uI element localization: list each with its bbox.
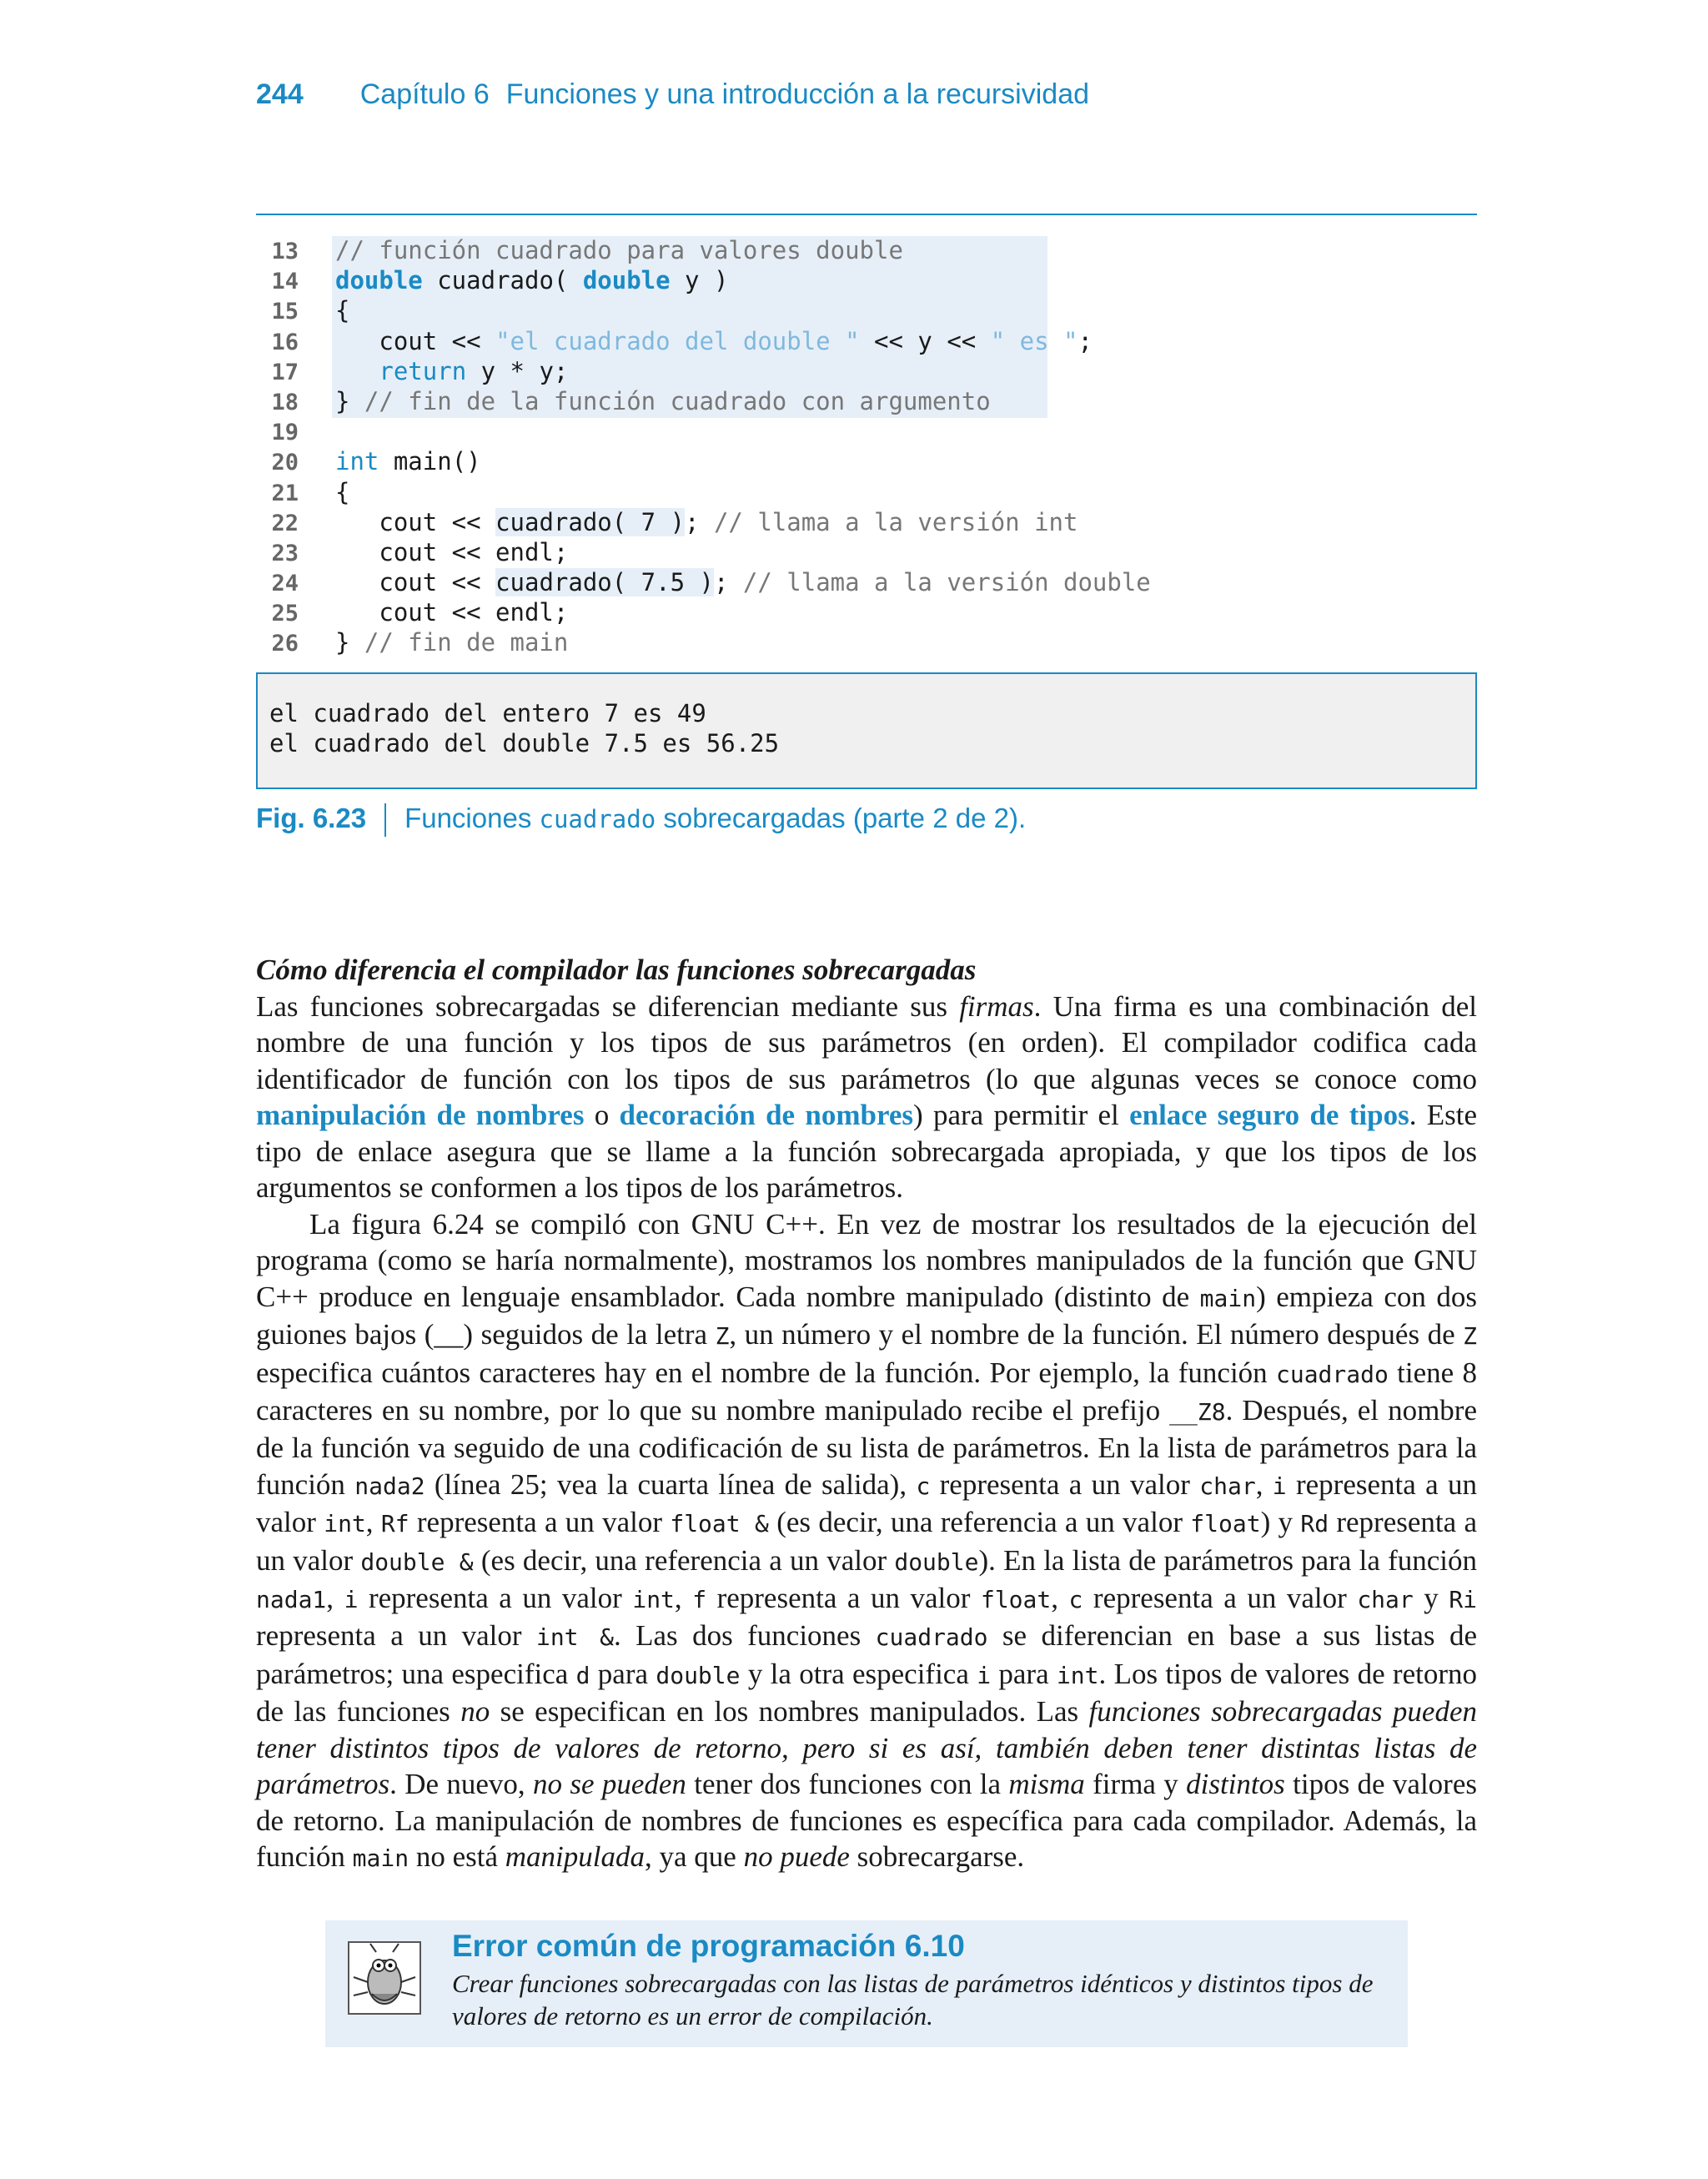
output-line: el cuadrado del entero 7 es 49 [269, 699, 706, 727]
error-title: Error común de programación 6.10 [452, 1929, 965, 1963]
error-body: Crear funciones sobrecargadas con las listas de parámetros idénticos y distintos tipos de valores de retorno es un error de compilación. [452, 1969, 1374, 2031]
chapter-label: Capítulo 6 [359, 78, 490, 110]
code-line: 18 } // fin de la función cuadrado con argumento [271, 386, 991, 415]
code-line: 24 cout << cuadrado( 7.5 ); // llama a la versión double [271, 568, 1151, 597]
output-line: el cuadrado del double 7.5 es 56.25 [269, 729, 780, 757]
code-line: 20 int main() [271, 447, 481, 476]
figure-caption: Fig. 6.23 Funciones cuadrado sobrecargadas (parte 2 de 2). [256, 803, 1026, 837]
code-line: 17 return y * y; [271, 356, 569, 385]
code-line: 21 { [271, 477, 350, 506]
code-line: 13 // función cuadrado para valores double [271, 236, 903, 264]
code-line: 25 cout << endl; [271, 598, 569, 627]
figure-label: Fig. 6.23 [256, 803, 367, 833]
caption-separator [384, 803, 386, 837]
running-header [256, 78, 1089, 111]
paragraph-1: Las funciones sobrecargadas se diferencian mediante sus firmas. Una firma es una combinación del nombre de una función y los tipos de sus parámetros (en orden). El compilador codifica cada identificador de función con los tipos de sus parámetros (lo que algunas veces se conoce como manipulación de nombres o decoración de nombres) para permitir el enlace seguro de tipos. Este tipo de enlace asegura que se llame a la función sobrecargada apropiada, y que los tipos de los argumentos se conformen a los tipos de los parámetros. [256, 990, 1477, 1205]
code-line: 22 cout << cuadrado( 7 ); // llama a la versión int [271, 507, 1078, 536]
common-error-box [325, 1920, 1408, 2047]
code-line: 14 double cuadrado( double y ) [271, 266, 729, 295]
code-line: 16 cout << "el cuadrado del double " << y << " es "; [271, 326, 1093, 355]
chapter-title: Funciones y una introducción a la recursividad [505, 78, 1090, 110]
bug-icon [347, 1940, 422, 2015]
code-line: 15 { [271, 296, 350, 325]
paragraph-2: La figura 6.24 se compiló con GNU C++. En vez de mostrar los resultados de la ejecución del programa (como se haría normalmente), mostramos los nombres manipulados de la función que GNU C++ produce en lenguaje ensamblador. Cada nombre manipulado (distinto de main) empieza con dos guiones bajos (__) seguidos de la letra Z, un número y el nombre de la función. El número después de Z especifica cuántos caracteres hay en el nombre de la función. Por ejemplo, la función cuadrado tiene 8 caracteres en su nombre, por lo que su nombre manipulado recibe el prefijo __Z8. Después, el nombre de la función va seguido de una codificación de su lista de parámetros. En la lista de parámetros para la función nada2 (línea 25; vea la cuarta línea de salida), c representa a un valor char, i representa a un valor int, Rf representa a un valor float & (es decir, una referencia a un valor float) y Rd representa a un valor double & (es decir, una referencia a un valor double). En la lista de parámetros para la función nada1, i representa a un valor int, f representa a un valor float, c representa a un valor char y Ri representa a un valor int &. Las dos funciones cuadrado se diferencian en base a sus listas de parámetros; una especifica d para double y la otra especifica i para int. Los tipos de valores de retorno de las funciones no se especifican en los nombres manipulados. Las funciones sobrecargadas pueden tener distintos tipos de valores de retorno, pero si es así, también deben tener distintas listas de parámetros. De nuevo, no se pueden tener dos funciones con la misma firma y distintos tipos de valores de retorno. La manipulación de nombres de funciones es específica para cada compilador. Además, la función main no está manipulada, ya que no puede sobrecargarse. [256, 1208, 1478, 1873]
page-number: 244 [256, 78, 304, 110]
section-heading: Cómo diferencia el compilador las funciones sobrecargadas [256, 954, 977, 986]
program-output [256, 672, 1477, 789]
code-listing [265, 235, 1151, 658]
code-line: 23 cout << endl; [271, 537, 569, 566]
code-line: 19 [271, 420, 299, 446]
code-line: 26 } // fin de main [271, 628, 569, 657]
header-rule [256, 214, 1477, 215]
